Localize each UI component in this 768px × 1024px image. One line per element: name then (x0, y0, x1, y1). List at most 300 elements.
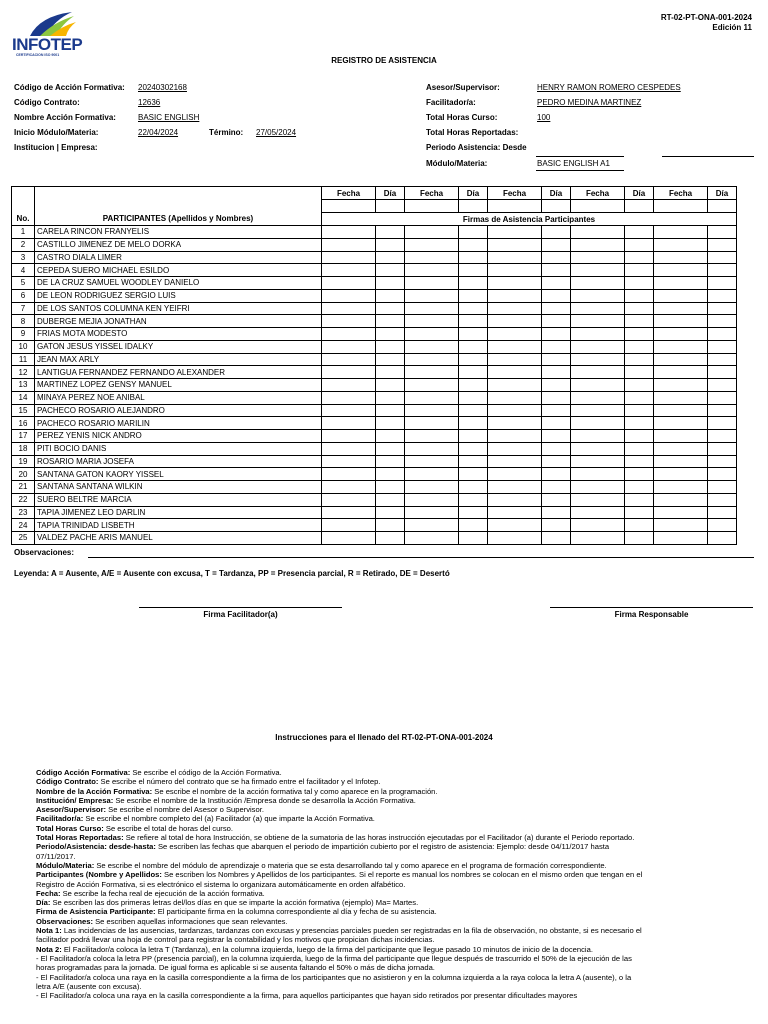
signature-mark-cell[interactable] (625, 455, 654, 468)
signature-cell[interactable] (571, 481, 625, 494)
signature-mark-cell[interactable] (542, 455, 571, 468)
inicio-value[interactable]: 22/04/2024 (138, 128, 179, 137)
signature-mark-cell[interactable] (459, 493, 488, 506)
signature-mark-cell[interactable] (542, 264, 571, 277)
signature-mark-cell[interactable] (542, 226, 571, 239)
signature-mark-cell[interactable] (708, 340, 737, 353)
signature-cell[interactable] (405, 455, 459, 468)
signature-cell[interactable] (488, 455, 542, 468)
signature-cell[interactable] (322, 468, 376, 481)
signature-mark-cell[interactable] (376, 430, 405, 443)
signature-mark-cell[interactable] (708, 493, 737, 506)
date-input-cell[interactable] (322, 200, 376, 213)
signature-cell[interactable] (571, 404, 625, 417)
signature-cell[interactable] (322, 289, 376, 302)
codigo-contrato-value[interactable]: 12636 (138, 98, 161, 107)
signature-mark-cell[interactable] (459, 302, 488, 315)
signature-mark-cell[interactable] (459, 340, 488, 353)
signature-cell[interactable] (571, 226, 625, 239)
signature-cell[interactable] (654, 315, 708, 328)
table-row (12, 277, 755, 290)
signature-mark-cell[interactable] (376, 264, 405, 277)
signature-mark-cell[interactable] (459, 442, 488, 455)
instruction-text: Se escribe el código de la Acción Formativa. (130, 768, 282, 777)
signature-cell[interactable] (571, 277, 625, 290)
signature-mark-cell[interactable] (542, 532, 571, 545)
signature-cell[interactable] (405, 277, 459, 290)
signature-cell[interactable] (488, 493, 542, 506)
signature-cell[interactable] (322, 238, 376, 251)
signature-mark-cell[interactable] (708, 353, 737, 366)
signature-cell[interactable] (322, 328, 376, 341)
signature-mark-cell[interactable] (459, 379, 488, 392)
signature-mark-cell[interactable] (542, 277, 571, 290)
signature-cell[interactable] (405, 404, 459, 417)
signature-mark-cell[interactable] (376, 340, 405, 353)
signature-cell[interactable] (654, 442, 708, 455)
signature-cell[interactable] (654, 493, 708, 506)
signature-mark-cell[interactable] (708, 404, 737, 417)
signature-mark-cell[interactable] (459, 506, 488, 519)
signature-cell[interactable] (405, 315, 459, 328)
signature-mark-cell[interactable] (459, 238, 488, 251)
signature-cell[interactable] (322, 226, 376, 239)
date-input-cell[interactable] (405, 200, 459, 213)
signature-cell[interactable] (571, 328, 625, 341)
date-input-cell[interactable] (571, 200, 625, 213)
signature-cell[interactable] (571, 315, 625, 328)
signature-mark-cell[interactable] (542, 340, 571, 353)
signature-cell[interactable] (405, 532, 459, 545)
header-no: No. (12, 213, 35, 226)
signature-mark-cell[interactable] (625, 442, 654, 455)
signature-cell[interactable] (322, 455, 376, 468)
signature-cell[interactable] (654, 264, 708, 277)
signature-cell[interactable] (654, 328, 708, 341)
signature-mark-cell[interactable] (376, 302, 405, 315)
signature-cell[interactable] (405, 493, 459, 506)
instruction-item (36, 796, 648, 805)
signature-mark-cell[interactable] (542, 391, 571, 404)
modulo-value[interactable]: BASIC ENGLISH A1 (537, 159, 610, 168)
signature-cell[interactable] (405, 226, 459, 239)
signature-mark-cell[interactable] (542, 430, 571, 443)
signature-mark-cell[interactable] (376, 442, 405, 455)
signature-cell[interactable] (322, 315, 376, 328)
signature-mark-cell[interactable] (708, 442, 737, 455)
signature-cell[interactable] (322, 404, 376, 417)
facilitador-value[interactable]: PEDRO MEDINA MARTINEZ (537, 98, 642, 107)
participant-name: DE LOS SANTOS COLUMNA KEN YEIFRI (35, 302, 322, 315)
signature-cell[interactable] (654, 366, 708, 379)
signature-mark-cell[interactable] (376, 315, 405, 328)
signature-cell[interactable] (654, 417, 708, 430)
signature-cell[interactable] (654, 302, 708, 315)
signature-cell[interactable] (488, 442, 542, 455)
signature-mark-cell[interactable] (542, 481, 571, 494)
instruction-term: Nota 2: (36, 944, 62, 954)
day-input-cell[interactable] (625, 200, 654, 213)
signature-cell[interactable] (488, 391, 542, 404)
signature-mark-cell[interactable] (542, 506, 571, 519)
day-input-cell[interactable] (459, 200, 488, 213)
signature-cell[interactable] (571, 340, 625, 353)
signature-mark-cell[interactable] (542, 519, 571, 532)
signature-cell[interactable] (571, 417, 625, 430)
signature-mark-cell[interactable] (708, 455, 737, 468)
asesor-value[interactable]: HENRY RAMON ROMERO CESPEDES (537, 83, 681, 92)
signature-mark-cell[interactable] (708, 532, 737, 545)
signature-mark-cell[interactable] (376, 379, 405, 392)
signature-cell[interactable] (488, 340, 542, 353)
signature-cell[interactable] (322, 340, 376, 353)
signature-mark-cell[interactable] (542, 353, 571, 366)
signature-cell[interactable] (571, 302, 625, 315)
date-input-cell[interactable] (654, 200, 708, 213)
signature-mark-cell[interactable] (542, 442, 571, 455)
signature-mark-cell[interactable] (625, 328, 654, 341)
signature-mark-cell[interactable] (625, 391, 654, 404)
signature-cell[interactable] (488, 481, 542, 494)
signature-mark-cell[interactable] (625, 404, 654, 417)
signature-mark-cell[interactable] (459, 481, 488, 494)
row-number: 1 (12, 226, 35, 239)
observaciones-line[interactable] (88, 557, 754, 558)
signature-cell[interactable] (571, 493, 625, 506)
signature-cell[interactable] (488, 251, 542, 264)
signature-cell[interactable] (571, 430, 625, 443)
signature-mark-cell[interactable] (542, 379, 571, 392)
signature-mark-cell[interactable] (708, 315, 737, 328)
signature-cell[interactable] (654, 353, 708, 366)
signature-cell[interactable] (488, 366, 542, 379)
observaciones-label: Observaciones: (14, 548, 75, 557)
table-row (12, 442, 755, 455)
instruction-text: - El Facilitador/a coloca la letra PP (presencia parcial), en la columna izquierda, luego de la firma del participante que llegue después de trascurrido el 50% de la ejecución de las horas programadas para la jornada. De igual forma es aplicable si se ausenta faltando el 50% o más de dicha jornada. (36, 953, 632, 973)
signature-mark-cell[interactable] (625, 264, 654, 277)
signature-cell[interactable] (405, 289, 459, 302)
signature-cell[interactable] (654, 379, 708, 392)
signature-mark-cell[interactable] (708, 251, 737, 264)
participant-name: PEREZ YENIS NICK ANDRO (35, 430, 322, 443)
instruction-term: Código Acción Formativa: (36, 768, 131, 777)
signature-mark-cell[interactable] (376, 366, 405, 379)
signature-cell[interactable] (405, 328, 459, 341)
signature-cell[interactable] (571, 532, 625, 545)
signature-mark-cell[interactable] (542, 468, 571, 481)
signature-cell[interactable] (405, 481, 459, 494)
signature-cell[interactable] (405, 468, 459, 481)
signature-mark-cell[interactable] (376, 251, 405, 264)
signature-cell[interactable] (654, 404, 708, 417)
instruction-text: Se escribe el total de horas del curso. (103, 823, 233, 833)
signature-cell[interactable] (654, 391, 708, 404)
signature-cell[interactable] (322, 506, 376, 519)
signature-cell[interactable] (654, 468, 708, 481)
signature-mark-cell[interactable] (542, 251, 571, 264)
signature-cell[interactable] (488, 264, 542, 277)
signature-mark-cell[interactable] (625, 468, 654, 481)
signature-mark-cell[interactable] (708, 328, 737, 341)
signature-mark-cell[interactable] (376, 455, 405, 468)
signature-mark-cell[interactable] (376, 391, 405, 404)
signature-mark-cell[interactable] (542, 289, 571, 302)
signature-cell[interactable] (654, 340, 708, 353)
signature-mark-cell[interactable] (625, 353, 654, 366)
day-input-cell[interactable] (542, 200, 571, 213)
signature-cell[interactable] (405, 519, 459, 532)
signature-mark-cell[interactable] (459, 455, 488, 468)
signature-mark-cell[interactable] (708, 430, 737, 443)
signature-cell[interactable] (654, 238, 708, 251)
signature-cell[interactable] (405, 391, 459, 404)
signature-mark-cell[interactable] (625, 226, 654, 239)
signature-cell[interactable] (488, 315, 542, 328)
signature-cell[interactable] (322, 391, 376, 404)
signature-mark-cell[interactable] (625, 481, 654, 494)
periodo-hasta-line[interactable] (662, 156, 754, 157)
signature-mark-cell[interactable] (459, 366, 488, 379)
signature-mark-cell[interactable] (459, 404, 488, 417)
signature-mark-cell[interactable] (459, 417, 488, 430)
instruction-text: El Facilitador/a coloca la letra T (Tardanza), en la columna izquierda, luego de la firma del participante que llegue pasado 10 minutos de inicio de la docencia. (61, 944, 593, 954)
signature-mark-cell[interactable] (459, 328, 488, 341)
signature-mark-cell[interactable] (376, 277, 405, 290)
signature-cell[interactable] (571, 289, 625, 302)
signature-mark-cell[interactable] (625, 379, 654, 392)
signature-cell[interactable] (405, 340, 459, 353)
signature-cell[interactable] (405, 353, 459, 366)
signature-mark-cell[interactable] (376, 506, 405, 519)
signature-cell[interactable] (488, 532, 542, 545)
signature-cell[interactable] (322, 251, 376, 264)
nombre-accion-value[interactable]: BASIC ENGLISH (138, 113, 200, 122)
signature-mark-cell[interactable] (625, 493, 654, 506)
signature-mark-cell[interactable] (459, 468, 488, 481)
signature-cell[interactable] (322, 366, 376, 379)
signature-cell[interactable] (654, 506, 708, 519)
institucion-label: Institucion | Empresa: (14, 143, 98, 152)
signature-cell[interactable] (571, 468, 625, 481)
signature-mark-cell[interactable] (708, 366, 737, 379)
signature-mark-cell[interactable] (376, 328, 405, 341)
instruction-item (36, 954, 648, 973)
signature-cell[interactable] (322, 442, 376, 455)
instruction-term: Periodo/Asistencia: desde-hasta: (36, 842, 156, 852)
signature-mark-cell[interactable] (625, 315, 654, 328)
signature-cell[interactable] (488, 417, 542, 430)
signature-mark-cell[interactable] (376, 417, 405, 430)
signature-mark-cell[interactable] (625, 519, 654, 532)
signature-mark-cell[interactable] (376, 353, 405, 366)
signature-mark-cell[interactable] (459, 264, 488, 277)
signature-cell[interactable] (654, 430, 708, 443)
table-row (12, 302, 755, 315)
signature-cell[interactable] (322, 353, 376, 366)
signature-cell[interactable] (571, 519, 625, 532)
signature-mark-cell[interactable] (625, 430, 654, 443)
signature-cell[interactable] (322, 493, 376, 506)
signature-mark-cell[interactable] (542, 404, 571, 417)
signature-cell[interactable] (488, 404, 542, 417)
codigo-accion-value[interactable]: 20240302168 (138, 83, 187, 92)
day-input-cell[interactable] (376, 200, 405, 213)
signature-mark-cell[interactable] (542, 315, 571, 328)
signature-cell[interactable] (571, 353, 625, 366)
signature-mark-cell[interactable] (376, 289, 405, 302)
signature-mark-cell[interactable] (459, 289, 488, 302)
signature-mark-cell[interactable] (625, 238, 654, 251)
table-row (12, 506, 755, 519)
signature-mark-cell[interactable] (625, 340, 654, 353)
day-input-cell[interactable] (708, 200, 737, 213)
participant-name: CEPEDA SUERO MICHAEL ESILDO (35, 264, 322, 277)
signature-mark-cell[interactable] (708, 506, 737, 519)
signature-cell[interactable] (571, 442, 625, 455)
signature-mark-cell[interactable] (376, 238, 405, 251)
signature-cell[interactable] (571, 264, 625, 277)
signature-cell[interactable] (405, 430, 459, 443)
signature-mark-cell[interactable] (376, 493, 405, 506)
firma-facilitador-line[interactable] (139, 607, 342, 608)
signature-cell[interactable] (322, 302, 376, 315)
signature-mark-cell[interactable] (542, 328, 571, 341)
signature-cell[interactable] (488, 277, 542, 290)
signature-cell[interactable] (488, 328, 542, 341)
signature-mark-cell[interactable] (376, 519, 405, 532)
signature-cell[interactable] (488, 506, 542, 519)
signature-mark-cell[interactable] (376, 226, 405, 239)
signature-mark-cell[interactable] (625, 251, 654, 264)
signature-cell[interactable] (405, 442, 459, 455)
signature-cell[interactable] (322, 532, 376, 545)
signature-cell[interactable] (322, 519, 376, 532)
signature-mark-cell[interactable] (708, 379, 737, 392)
signature-mark-cell[interactable] (708, 238, 737, 251)
signature-mark-cell[interactable] (376, 404, 405, 417)
signature-cell[interactable] (322, 417, 376, 430)
date-input-cell[interactable] (488, 200, 542, 213)
signature-mark-cell[interactable] (542, 417, 571, 430)
signature-mark-cell[interactable] (708, 519, 737, 532)
signature-cell[interactable] (571, 366, 625, 379)
signature-mark-cell[interactable] (542, 302, 571, 315)
signature-cell[interactable] (488, 238, 542, 251)
signature-cell[interactable] (654, 481, 708, 494)
signature-mark-cell[interactable] (625, 506, 654, 519)
header-fecha: Fecha (571, 187, 625, 200)
signature-cell[interactable] (405, 379, 459, 392)
firma-responsable-line[interactable] (550, 607, 753, 608)
signature-cell[interactable] (488, 430, 542, 443)
signature-mark-cell[interactable] (625, 302, 654, 315)
signature-cell[interactable] (654, 277, 708, 290)
signature-mark-cell[interactable] (376, 532, 405, 545)
instruction-term: Día: (36, 898, 51, 908)
periodo-desde-line[interactable] (536, 156, 624, 157)
signature-cell[interactable] (654, 289, 708, 302)
signature-cell[interactable] (654, 251, 708, 264)
signature-mark-cell[interactable] (708, 264, 737, 277)
signature-mark-cell[interactable] (625, 366, 654, 379)
signature-mark-cell[interactable] (376, 468, 405, 481)
signature-mark-cell[interactable] (459, 226, 488, 239)
signature-mark-cell[interactable] (459, 519, 488, 532)
signature-cell[interactable] (322, 430, 376, 443)
signature-cell[interactable] (488, 519, 542, 532)
signature-cell[interactable] (571, 251, 625, 264)
signature-cell[interactable] (405, 417, 459, 430)
signature-mark-cell[interactable] (625, 417, 654, 430)
signature-mark-cell[interactable] (625, 289, 654, 302)
signature-mark-cell[interactable] (459, 353, 488, 366)
signature-mark-cell[interactable] (708, 277, 737, 290)
signature-mark-cell[interactable] (625, 277, 654, 290)
signature-mark-cell[interactable] (708, 481, 737, 494)
signature-mark-cell[interactable] (459, 251, 488, 264)
instruction-term: Observaciones: (36, 916, 93, 926)
signature-cell[interactable] (405, 238, 459, 251)
signature-mark-cell[interactable] (708, 226, 737, 239)
signature-cell[interactable] (654, 532, 708, 545)
signature-cell[interactable] (322, 379, 376, 392)
signature-cell[interactable] (488, 468, 542, 481)
table-row (12, 264, 755, 277)
signature-cell[interactable] (322, 481, 376, 494)
signature-cell[interactable] (405, 366, 459, 379)
signature-cell[interactable] (405, 251, 459, 264)
signature-cell[interactable] (571, 455, 625, 468)
signature-mark-cell[interactable] (708, 289, 737, 302)
termino-value[interactable]: 27/05/2024 (256, 128, 297, 137)
signature-mark-cell[interactable] (542, 238, 571, 251)
signature-mark-cell[interactable] (459, 315, 488, 328)
signature-mark-cell[interactable] (459, 277, 488, 290)
signature-cell[interactable] (654, 226, 708, 239)
signature-cell[interactable] (571, 238, 625, 251)
signature-mark-cell[interactable] (708, 417, 737, 430)
signature-cell[interactable] (571, 379, 625, 392)
signature-mark-cell[interactable] (459, 532, 488, 545)
signature-cell[interactable] (488, 226, 542, 239)
signature-mark-cell[interactable] (459, 391, 488, 404)
signature-mark-cell[interactable] (708, 468, 737, 481)
signature-mark-cell[interactable] (542, 366, 571, 379)
signature-cell[interactable] (488, 289, 542, 302)
signature-cell[interactable] (405, 302, 459, 315)
participant-name: GATON JESUS YISSEL IDALKY (35, 340, 322, 353)
signature-cell[interactable] (405, 506, 459, 519)
signature-cell[interactable] (322, 264, 376, 277)
signature-mark-cell[interactable] (376, 481, 405, 494)
signature-mark-cell[interactable] (542, 493, 571, 506)
instructions-list (36, 768, 648, 1000)
signature-cell[interactable] (488, 302, 542, 315)
signature-cell[interactable] (571, 391, 625, 404)
signature-mark-cell[interactable] (708, 302, 737, 315)
signature-cell[interactable] (654, 455, 708, 468)
total-horas-value[interactable]: 100 (537, 113, 551, 122)
signature-cell[interactable] (571, 506, 625, 519)
signature-cell[interactable] (488, 353, 542, 366)
signature-cell[interactable] (488, 379, 542, 392)
signature-cell[interactable] (322, 277, 376, 290)
signature-cell[interactable] (654, 519, 708, 532)
signature-mark-cell[interactable] (625, 532, 654, 545)
signature-mark-cell[interactable] (708, 391, 737, 404)
signature-cell[interactable] (405, 264, 459, 277)
signature-mark-cell[interactable] (459, 430, 488, 443)
